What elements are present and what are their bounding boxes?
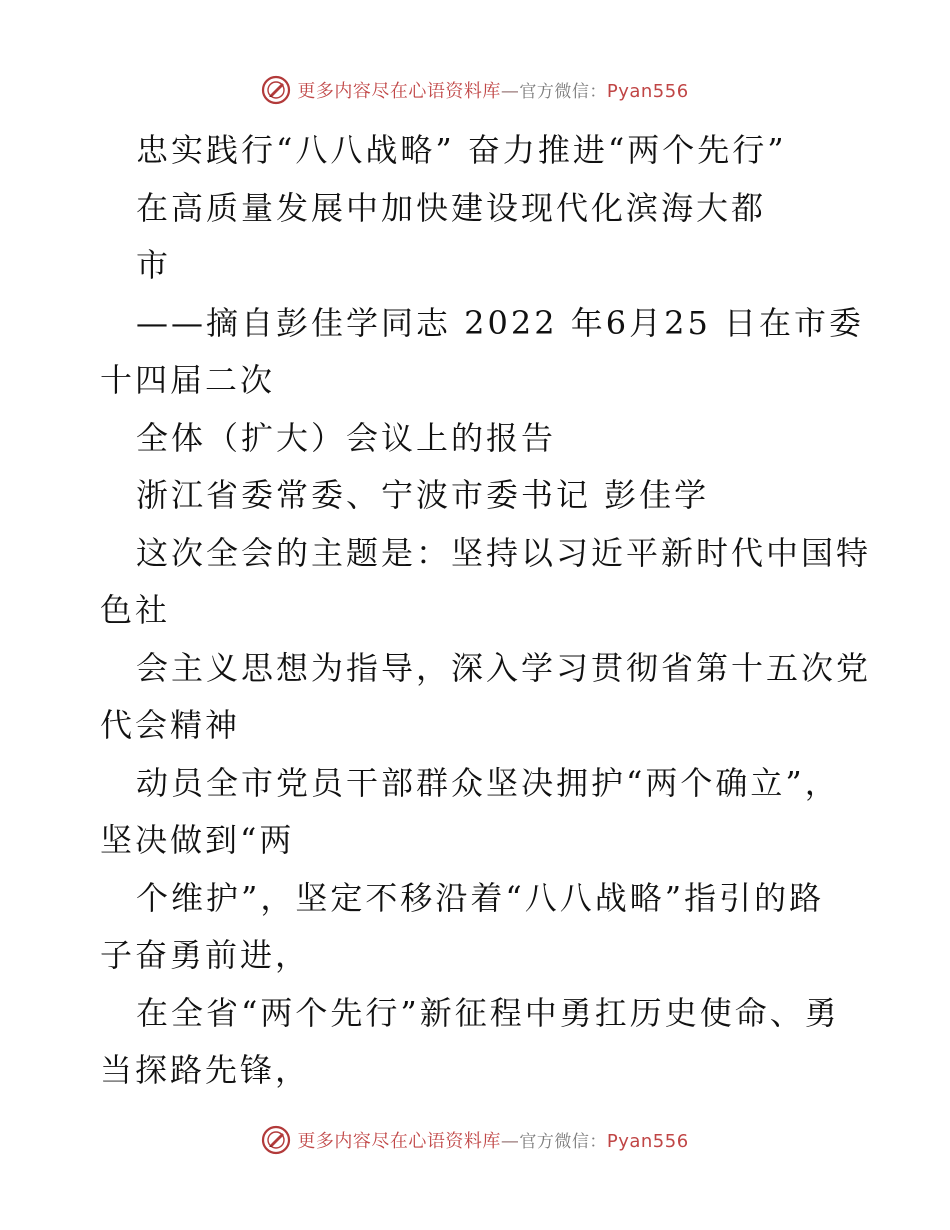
watermark-separator: — <box>500 1131 520 1152</box>
seal-logo-icon <box>261 1125 291 1155</box>
title-line-1: 忠实践行“八八战略” 奋力推进“两个先行” <box>136 131 787 169</box>
footer-watermark <box>0 1120 950 1160</box>
watermark-site: 更多内容尽在心语资料库 <box>297 81 501 102</box>
paragraph-line: 在全省“两个先行”新征程中勇扛历史使命、勇 <box>136 993 840 1032</box>
seal-logo-icon <box>261 75 291 105</box>
paragraph-line: 会主义思想为指导，深入学习贯彻省第十五次党 <box>136 648 872 687</box>
watermark-text <box>297 77 688 103</box>
watermark-wechat-id: Pyan556 <box>606 1131 689 1152</box>
paragraph-line: 代会精神 <box>100 706 241 744</box>
paragraph-line: 色社 <box>100 591 171 629</box>
paragraph-line: 个维护”，坚定不移沿着“八八战略”指引的路 <box>136 878 825 917</box>
watermark-wechat-id: Pyan556 <box>606 81 689 102</box>
paragraph-line: 坚决做到“两 <box>100 821 295 859</box>
subtitle-line-1: ——摘自彭佳学同志 2022 年6月25 日在市委 <box>136 303 865 342</box>
paragraph-line: 动员全市党员干部群众坚决拥护“两个确立”， <box>136 763 840 802</box>
header-watermark <box>0 70 950 110</box>
subtitle-line-3: 全体（扩大）会议上的报告 <box>136 418 557 457</box>
subtitle-line-2: 十四届二次 <box>100 361 276 399</box>
paragraph-line: 这次全会的主题是：坚持以习近平新时代中国特 <box>136 533 872 572</box>
watermark-label: 官方微信： <box>519 1132 607 1152</box>
paragraph-line: 当探路先锋， <box>100 1051 311 1089</box>
title-line-2: 在高质量发展中加快建设现代化滨海大都 <box>136 188 767 227</box>
watermark-text <box>297 1127 688 1153</box>
watermark-label: 官方微信： <box>519 82 607 102</box>
paragraph-line: 子奋勇前进， <box>100 936 311 974</box>
watermark-site: 更多内容尽在心语资料库 <box>297 1131 501 1152</box>
document-body <box>100 122 872 1100</box>
author-line: 浙江省委常委、宁波市委书记 彭佳学 <box>136 476 710 514</box>
title-line-3: 市 <box>136 246 172 284</box>
watermark-separator: — <box>500 81 520 102</box>
